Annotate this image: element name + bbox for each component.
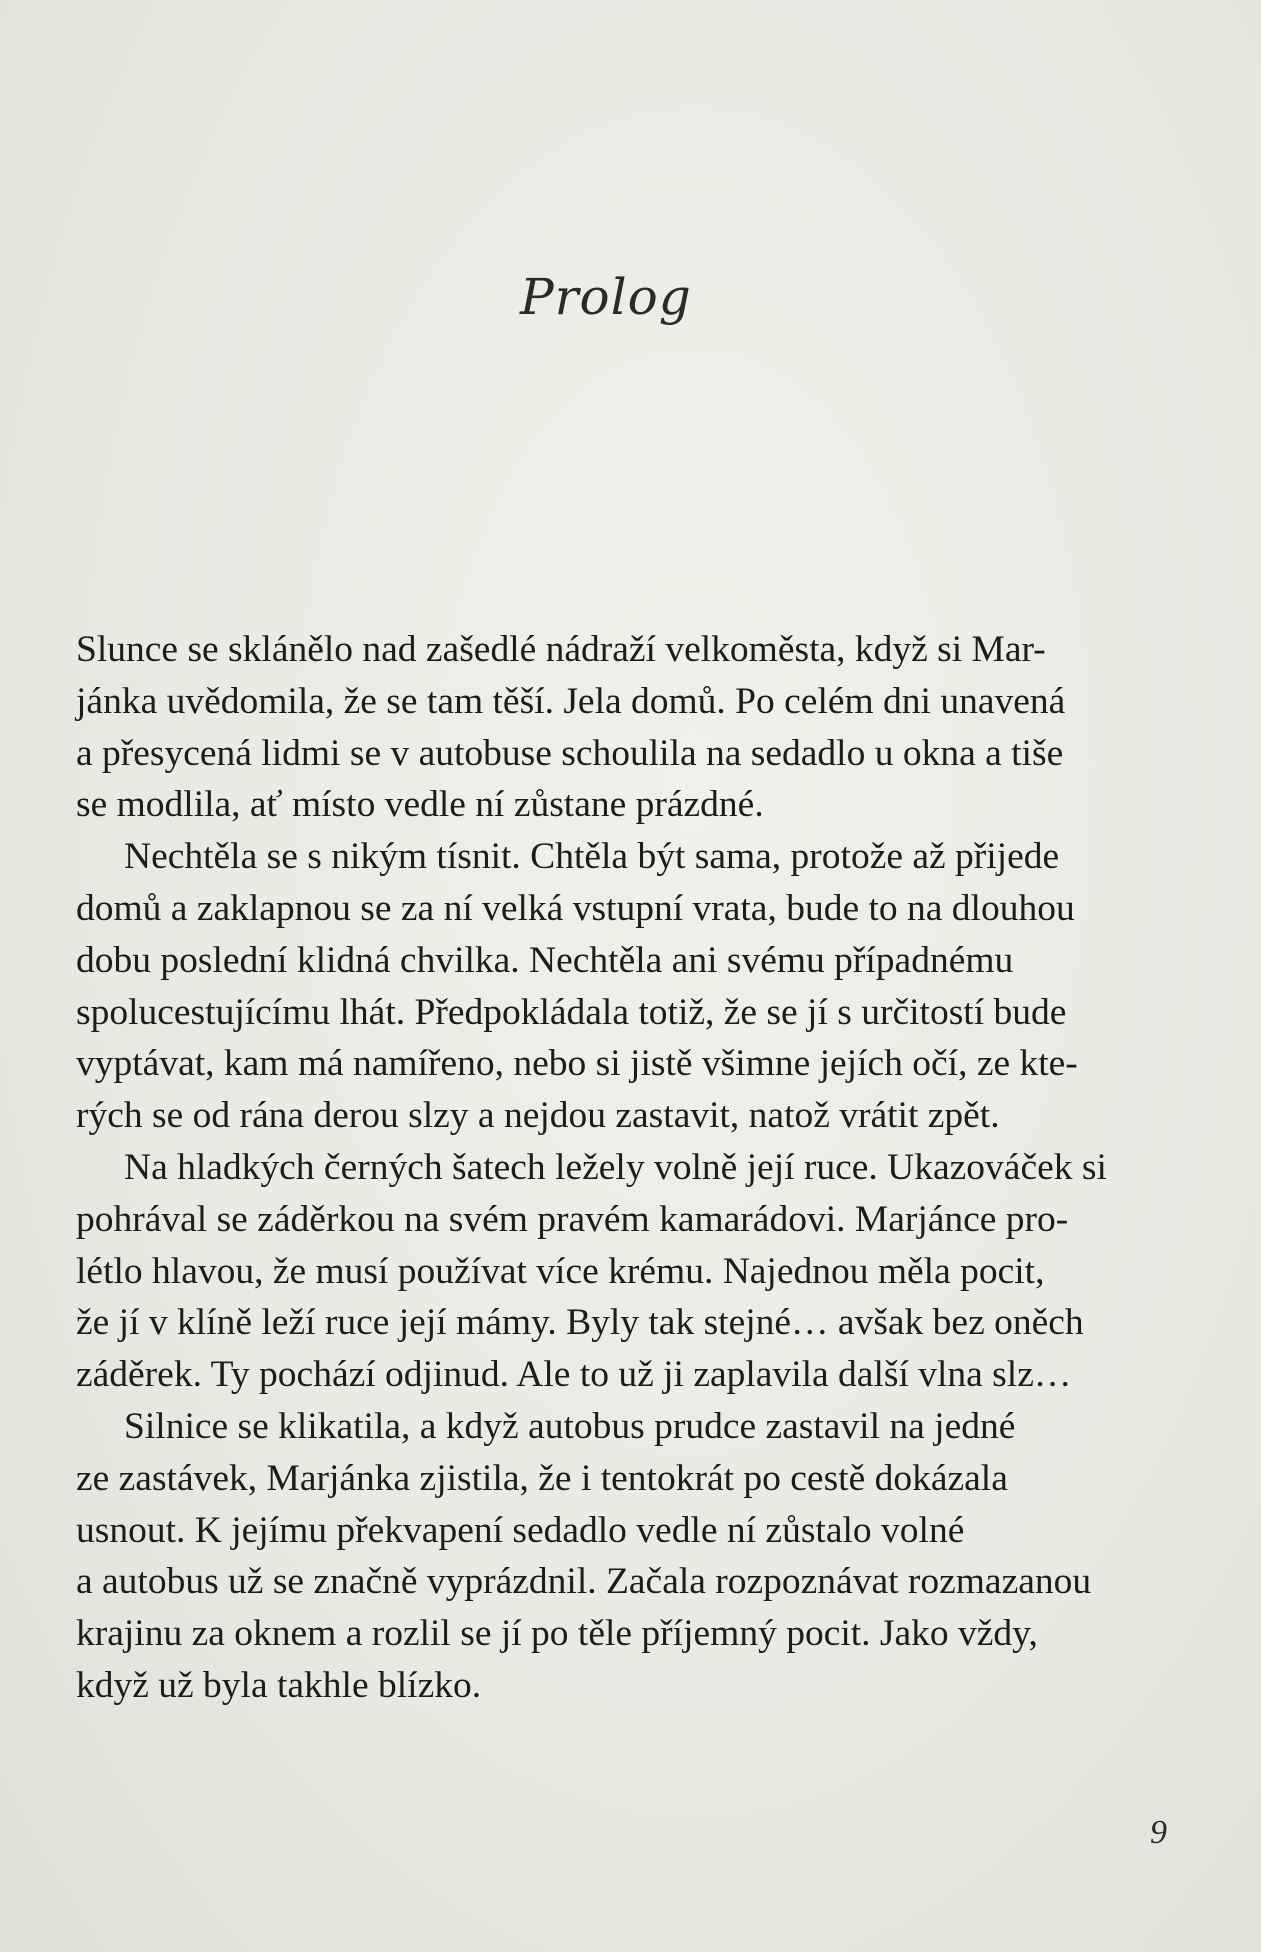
text-line: dobu poslední klidná chvilka. Nechtěla ani svému případnému	[76, 939, 1014, 981]
text-line: a přesycená lidmi se v autobuse schoulila na sedadlo u okna a tiše	[76, 732, 1064, 774]
text-line: jánka uvědomila, že se tam těší. Jela domů. Po celém dni unavená	[76, 680, 1066, 722]
text-line: když už byla takhle blízko.	[76, 1664, 482, 1706]
text-line: se modlila, ať místo vedle ní zůstane prázdné.	[76, 784, 764, 826]
text-line: a autobus už se značně vyprázdnil. Začala rozpoznávat rozmazanou	[76, 1561, 1092, 1603]
text-line: ze zastávek, Marjánka zjistila, že i tentokrát po cestě dokázala	[76, 1457, 1008, 1499]
text-line: létlo hlavou, že musí používat více krému. Najednou měla pocit,	[76, 1250, 1045, 1292]
text-line: rých se od rána derou slzy a nejdou zastavit, natož vrátit zpět.	[76, 1095, 1000, 1137]
text-line: domů a zaklapnou se za ní velká vstupní vrata, bude to na dlouhou	[76, 887, 1075, 929]
body-text	[76, 624, 1186, 1712]
text-line: vyptávat, kam má namířeno, nebo si jistě všimne jejích očí, ze kte-	[76, 1043, 1078, 1085]
text-line: spolucestujícímu lhát. Předpokládala totiž, že se jí s určitostí bude	[76, 991, 1067, 1033]
text-line: Na hladkých černých šatech ležely volně její ruce. Ukazováček si	[124, 1146, 1107, 1188]
text-line: záděrek. Ty pochází odjinud. Ale to už ji zaplavila další vlna slz…	[76, 1354, 1072, 1396]
text-line: pohrával se záděrkou na svém pravém kamarádovi. Marjánce pro-	[76, 1198, 1069, 1240]
chapter-title: Prolog	[520, 268, 692, 326]
text-line: Slunce se sklánělo nad zašedlé nádraží velkoměsta, když si Mar-	[76, 629, 1046, 670]
text-line: že jí v klíně leží ruce její mámy. Byly tak stejné… avšak bez oněch	[76, 1302, 1084, 1344]
text-line: Nechtěla se s nikým tísnit. Chtěla být sama, protože až přijede	[124, 836, 1060, 878]
page-number: 9	[1150, 1814, 1167, 1851]
text-line: krajinu za oknem a rozlil se jí po těle příjemný pocit. Jako vždy,	[76, 1613, 1038, 1655]
text-line: Silnice se klikatila, a když autobus prudce zastavil na jedné	[124, 1405, 1016, 1447]
text-line: usnout. K jejímu překvapení sedadlo vedle ní zůstalo volné	[76, 1509, 965, 1551]
